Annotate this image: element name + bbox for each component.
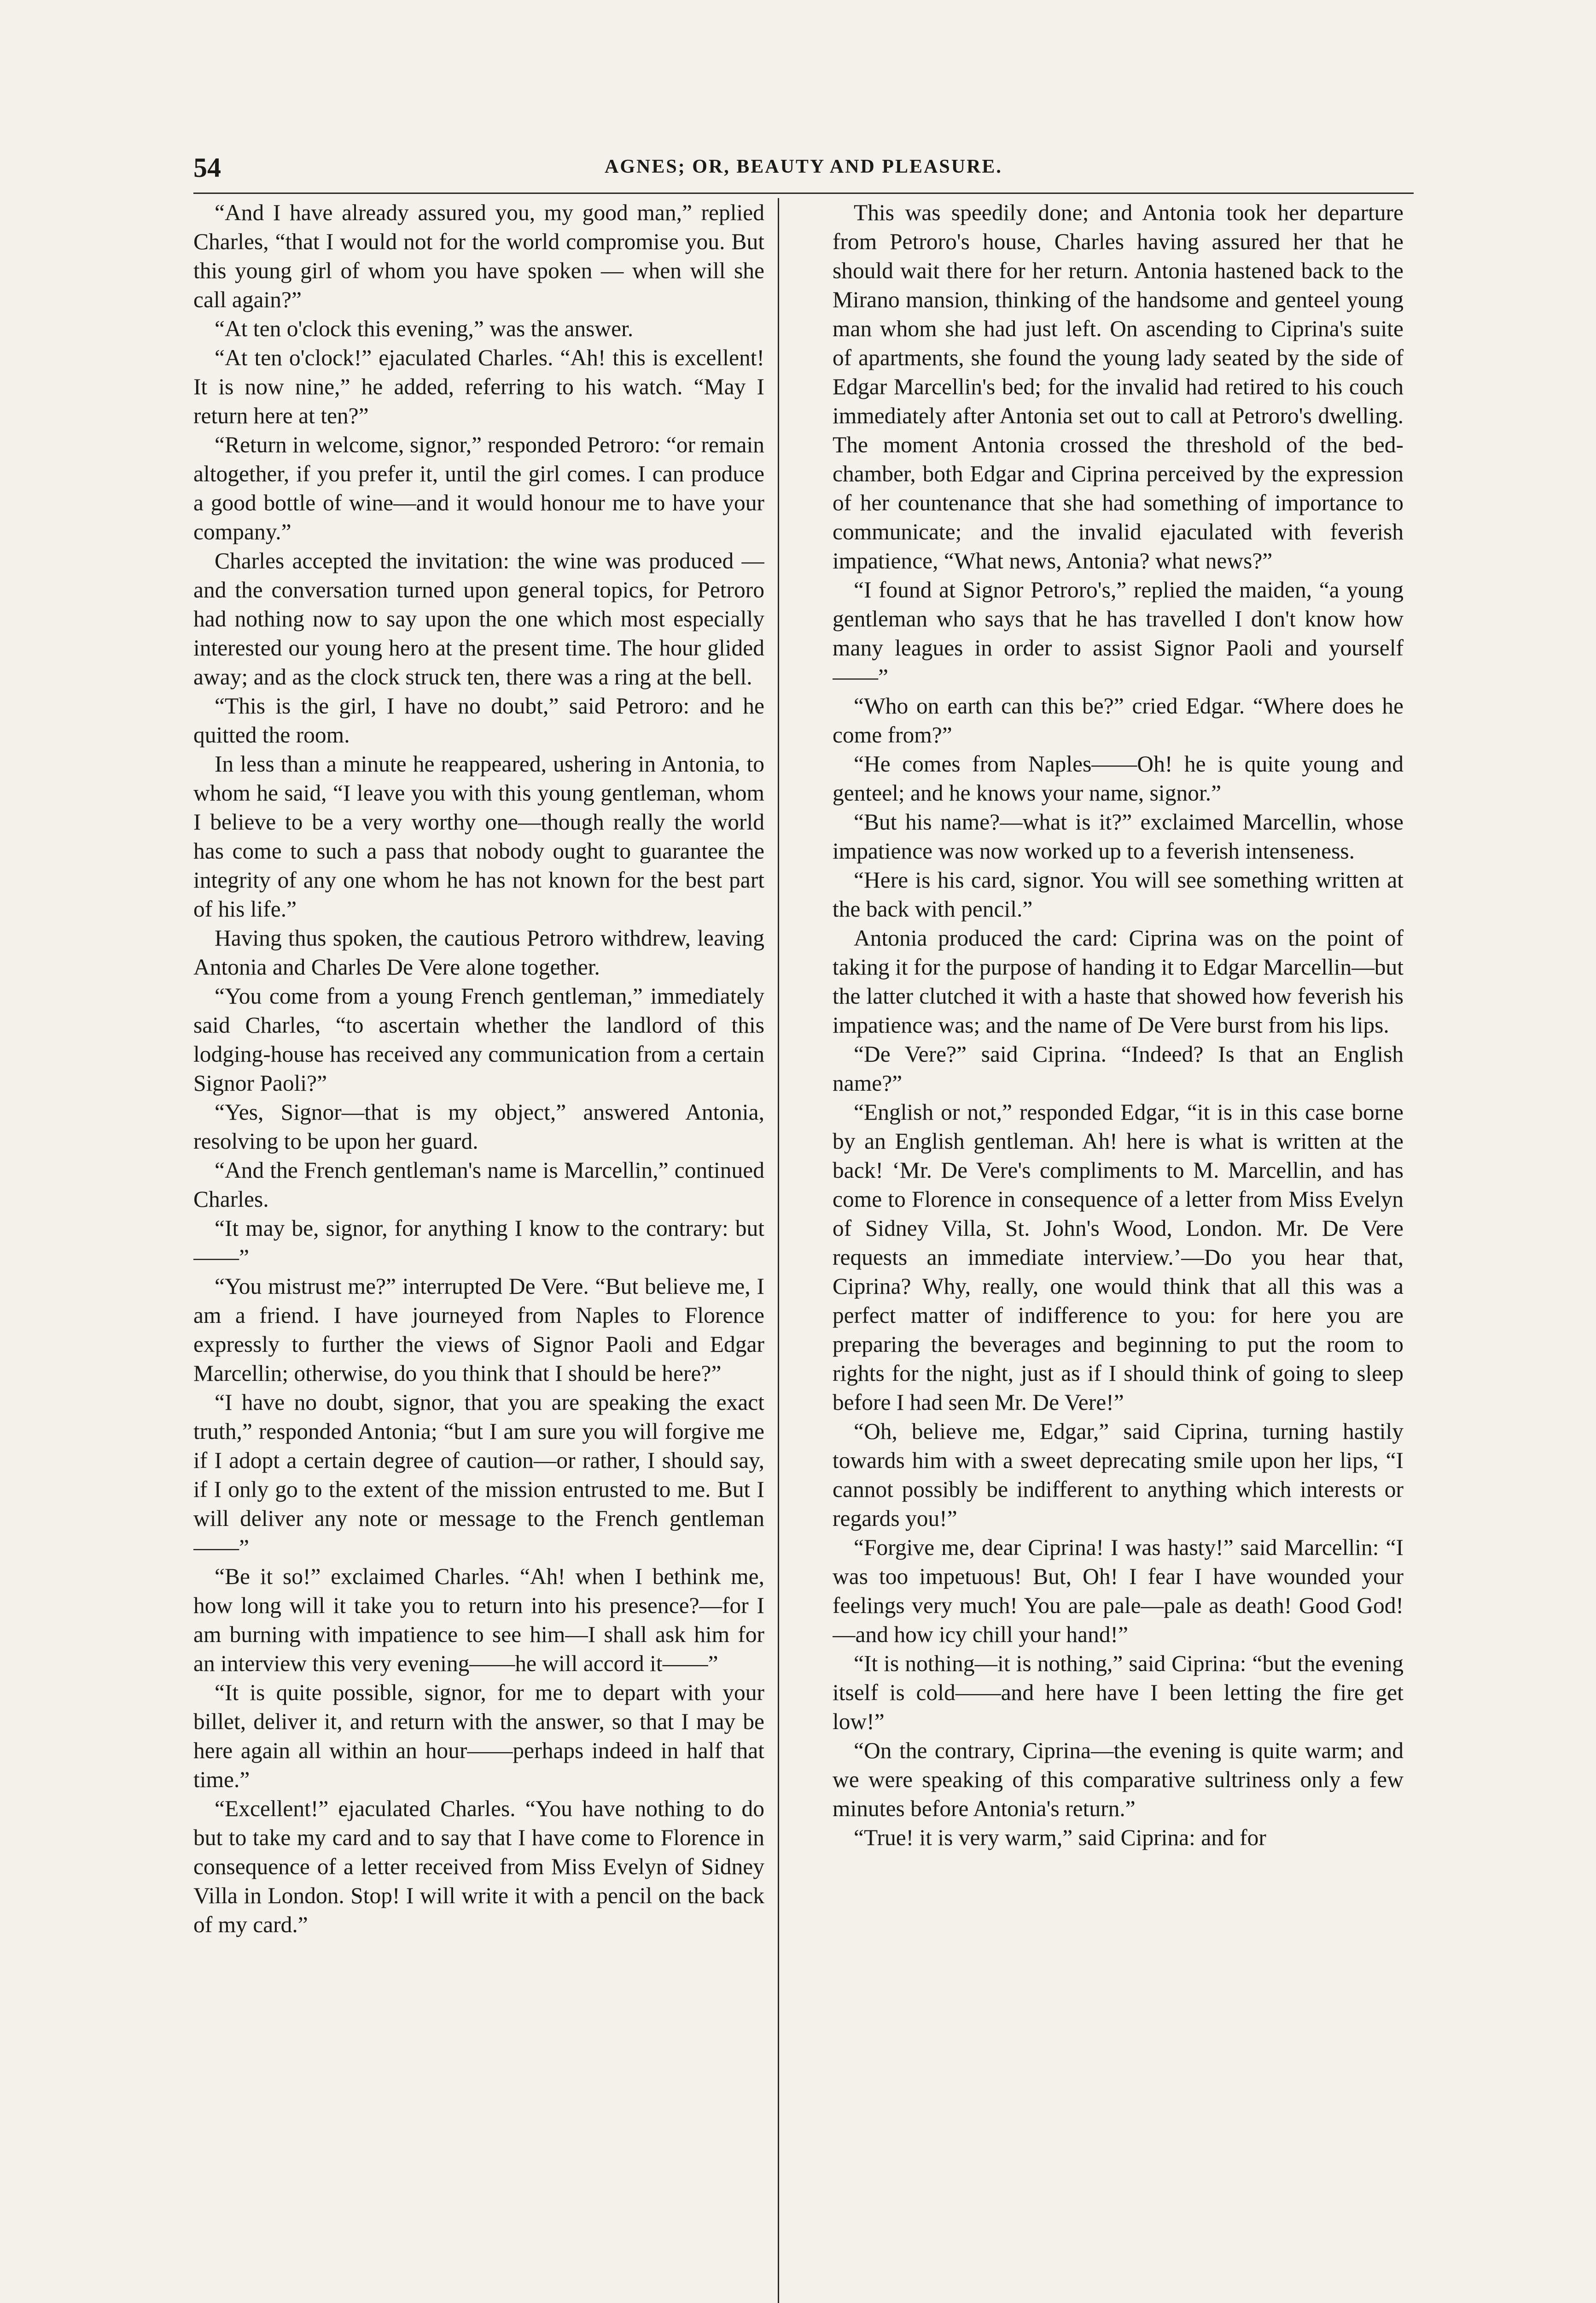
left-column [193,198,764,2303]
column-rule [778,198,779,2303]
header-rule [193,193,1414,194]
running-head: AGNES; OR, BEAUTY AND PLEASURE. [605,156,1002,177]
paragraph: “Excellent!” ejaculated Charles. “You have nothing to do but to take my card and to say that I have come to Florence in consequence of a letter received from Miss Evelyn of Sidney Villa in London. Stop! I will write it with a pencil on the back of my card.” [193,1796,764,1937]
paragraph: “English or not,” responded Edgar, “it is in this case borne by an English gentleman. Ah! here is what is written at the back! ‘Mr. De Vere's compliments to M. Marcellin, and has come to Florence in consequence of a letter from Miss Evelyn of Sidney Villa, St. John's Wood, London. Mr. De Vere requests an immediate interview.’—Do you hear that, Ciprina? Why, really, one would think that all this was a perfect matter of indifference to you: for here you are preparing the beverages and beginning to put the room to rights for the night, just as if I should think of going to sleep before I had seen Mr. De Vere!” [833,1099,1404,1415]
paragraph: “And I have already assured you, my good man,” replied Charles, “that I would not for the world compromise you. But this young girl of whom you have spoken — when will she call again?” [193,200,764,312]
paragraph: “At ten o'clock!” ejaculated Charles. “Ah! this is excellent! It is now nine,” he added, referring to his watch. “May I return here at ten?” [193,345,764,428]
paragraph: “At ten o'clock this evening,” was the answer. [215,316,634,341]
paragraph: “This is the girl, I have no doubt,” said Petroro: and he quitted the room. [193,693,764,748]
paragraph: “I have no doubt, signor, that you are speaking the exact truth,” responded Antonia; “but I am sure you will forgive me if I adopt a certain degree of caution—or rather, I should say, if I only go to the extent of the mission entrusted to me. But I will deliver any note or message to the French gentleman——” [193,1390,764,1560]
page-header [193,152,1414,189]
paragraph: “Yes, Signor—that is my object,” answered Antonia, resolving to be upon her guard. [193,1099,764,1154]
paragraph: “Who on earth can this be?” cried Edgar. “Where does he come from?” [833,693,1404,748]
paragraph: “You come from a young French gentleman,” immediately said Charles, “to ascertain whether the landlord of this lodging-house has received any communication from a certain Signor Paoli?” [193,983,764,1096]
paragraph: Charles accepted the invitation: the wine was produced — and the conversation turned upon general topics, for Petroro had nothing now to say upon the one which most especially interested our young hero at the present time. The hour glided away; and as the clock struck ten, there was a ring at the bell. [193,548,764,690]
paragraph: “It may be, signor, for anything I know to the contrary: but——” [193,1216,764,1270]
paragraph: “De Vere?” said Ciprina. “Indeed? Is that an English name?” [833,1041,1404,1096]
paragraph: “Return in welcome, signor,” responded Petroro: “or remain altogether, if you prefer it, until the girl comes. I can produce a good bottle of wine—and it would honour me to have your company.” [193,432,764,544]
paragraph: “It is nothing—it is nothing,” said Ciprina: “but the evening itself is cold——and here have I been letting the fire get low!” [833,1651,1404,1734]
paragraph: “Forgive me, dear Ciprina! I was hasty!” said Marcellin: “I was too impetuous! But, Oh! I fear I have wounded your feelings very much! You are pale—pale as death! Good God!—and how icy chill your hand!” [833,1535,1404,1647]
paragraph: “He comes from Naples——Oh! he is quite young and genteel; and he knows your name, signor.” [833,751,1404,806]
paragraph: “On the contrary, Ciprina—the evening is quite warm; and we were speaking of this comparative sultriness only a few minutes before Antonia's return.” [833,1738,1404,1821]
paragraph: “Oh, believe me, Edgar,” said Ciprina, turning hastily towards him with a sweet deprecating smile upon her lips, “I cannot possibly be indifferent to anything which interests or regards you!” [833,1419,1404,1531]
paragraph: “I found at Signor Petroro's,” replied the maiden, “a young gentleman who says that he has travelled I don't know how many leagues in order to assist Signor Paoli and yourself——” [833,577,1404,690]
right-column [833,198,1404,2303]
paragraph: “It is quite possible, signor, for me to depart with your billet, deliver it, and return with the answer, so that I may be here again all within an hour——perhaps indeed in half that time.” [193,1680,764,1792]
page-number: 54 [193,152,221,183]
paragraph: Antonia produced the card: Ciprina was on the point of taking it for the purpose of handing it to Edgar Marcellin—but the latter clutched it with a haste that showed how feverish his impatience was; and the name of De Vere burst from his lips. [833,925,1404,1038]
paragraph: “True! it is very warm,” said Ciprina: and for [854,1825,1266,1850]
paragraph: “Here is his card, signor. You will see something written at the back with pencil.” [833,867,1404,922]
paragraph: This was speedily done; and Antonia took her departure from Petroro's house, Charles having assured her that he should wait there for her return. Antonia hastened back to the Mirano mansion, thinking of the handsome and genteel young man whom she had just left. On ascending to Ciprina's suite of apartments, she found the young lady seated by the side of Edgar Marcellin's bed; for the invalid had retired to his couch immediately after Antonia set out to call at Petroro's dwelling. The moment Antonia crossed the threshold of the bed-chamber, both Edgar and Ciprina perceived by the expression of her countenance that she had something of importance to communicate; and the invalid ejaculated with feverish impatience, “What news, Antonia? what news?” [833,200,1404,573]
paragraph: “And the French gentleman's name is Marcellin,” continued Charles. [193,1157,764,1212]
paragraph: Having thus spoken, the cautious Petroro withdrew, leaving Antonia and Charles De Vere alone together. [193,925,764,980]
paragraph: “Be it so!” exclaimed Charles. “Ah! when I bethink me, how long will it take you to return into his presence?—for I am burning with impatience to see him—I shall ask him for an interview this very evening——he will accord it——” [193,1564,764,1676]
paragraph: “But his name?—what is it?” exclaimed Marcellin, whose impatience was now worked up to a feverish intenseness. [833,809,1404,864]
paragraph: In less than a minute he reappeared, ushering in Antonia, to whom he said, “I leave you with this young gentleman, whom I believe to be a very worthy one—though really the world has come to such a pass that nobody ought to guarantee the integrity of any one whom he has not known for the best part of his life.” [193,751,764,922]
paragraph: “You mistrust me?” interrupted De Vere. “But believe me, I am a friend. I have journeyed from Naples to Florence expressly to further the views of Signor Paoli and Edgar Marcellin; otherwise, do you think that I should be here?” [193,1274,764,1386]
